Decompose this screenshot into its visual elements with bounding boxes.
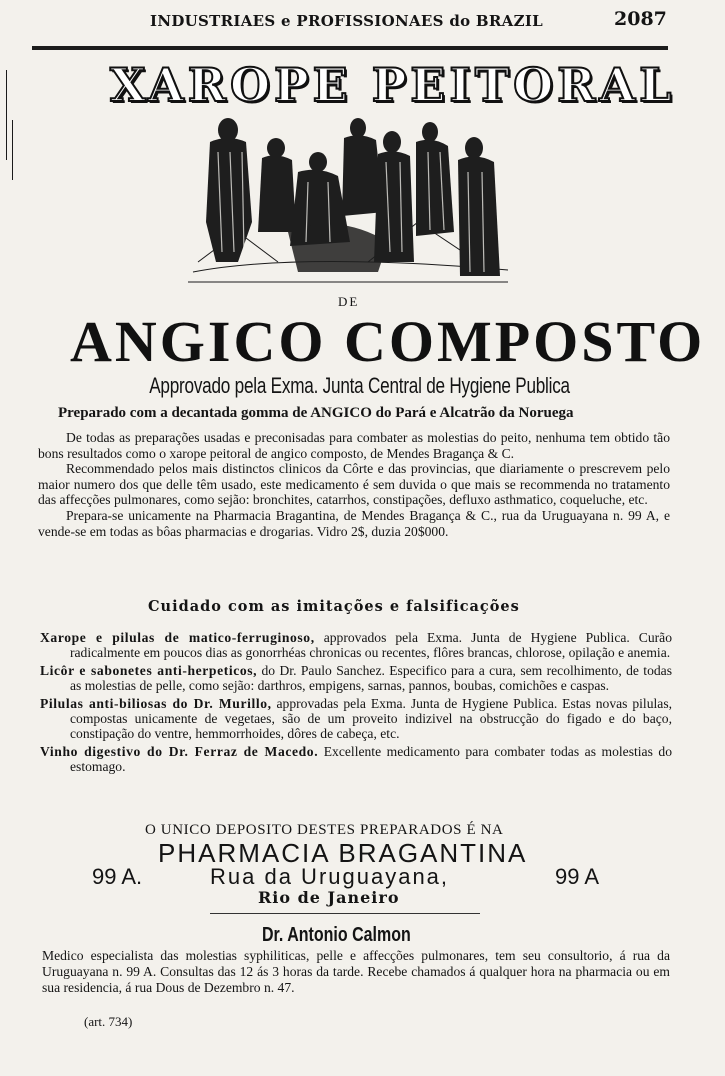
item-text: do Dr. Paulo Sanchez. Especifico para a cura, sem recolhimento, de todas as molestias de pelle, como sejão: darthros, empigens, sarnas, pannos, boubas, comichões e caspas. <box>70 662 672 694</box>
doctor-name: Dr. Antonio Calmon <box>262 924 411 946</box>
doctor-notice-text: Medico especialista das molestias syphiliticas, pelle e affecções pulmonares, tem seu consultorio, á rua da Uruguayana n. 99 A. Consultas das 12 ás 3 horas da tarde. Recebe chamados á qualquer hora na pharmacia ou em sua residencia, á rua Dous de Dezembro n. 47. <box>42 948 670 995</box>
product-name: ANGICO COMPOSTO <box>70 309 706 374</box>
item-text: approvados pela Exma. Junta de Hygiene Publica. Curão radicalmente em poucos dias as gonorrhéas chronicas ou recentes, flôres brancas, chlorose, opilação e anemia. <box>70 630 672 661</box>
scan-edge-mark <box>12 120 13 180</box>
warning-heading: Cuidado com as imitações e falsificações <box>148 598 520 615</box>
approval-line: Approvado pela Exma. Junta Central de Hygiene Publica <box>149 373 570 398</box>
address-number-left: 99 A. <box>92 864 143 889</box>
advert-body <box>38 430 670 539</box>
item-name: Vinho digestivo do Dr. Ferraz de Macedo. <box>40 743 319 759</box>
header-rule <box>32 46 668 50</box>
running-title: INDUSTRIAES e PROFISSIONAES do BRAZIL <box>150 12 544 30</box>
scan-edge-mark <box>6 70 7 160</box>
item-name: Pilulas anti-biliosas do Dr. Murillo, <box>40 695 272 711</box>
page-number: 2087 <box>614 8 667 30</box>
prepared-line: Preparado com a decantada gomma de ANGICO do Pará e Alcatrão da Noruega <box>58 405 574 421</box>
list-item <box>40 696 672 742</box>
section-divider <box>210 913 480 914</box>
item-text: Excellente medicamento para combater todas as molestias do estomago. <box>70 743 673 775</box>
deposit-line: O UNICO DEPOSITO DESTES PREPARADOS É NA <box>145 822 504 838</box>
list-item <box>40 663 672 694</box>
address-street: Rua da Uruguayana, <box>210 864 450 889</box>
item-text: approvadas pela Exma. Junta de Hygiene Publica. Estas novas pilulas, compostas unicamente de vegetaes, são de um proveito indizivel na obstrucção do figado e do baço, constipação do ventre, hemmorrhoides, dôres de cabeça, etc. <box>70 695 673 742</box>
item-name: Xarope e pilulas de matico-ferruginoso, <box>40 630 315 645</box>
advert-title: XAROPE PEITORAL <box>110 58 676 112</box>
connector-word: DE <box>338 294 360 309</box>
item-name: Licôr e sabonetes anti-herpeticos, <box>40 662 258 678</box>
article-reference: (art. 734) <box>84 1014 133 1029</box>
body-paragraph: Prepara-se unicamente na Pharmacia Bragantina, de Mendes Bragança & C., rua da Uruguayana n. 99 A, e vende-se em todas as bôas pharmacias e drogarias. Vidro 2$, duzia 20$000. <box>38 507 670 539</box>
engraving-illustration <box>178 112 518 288</box>
city-name: Rio de Janeiro <box>258 888 400 907</box>
body-paragraph: De todas as preparações usadas e preconisadas para combater as molestias do peito, nenhuma tem obtido tão bons resultados como o xarope peitoral de angico composto, de Mendes Bragança & C. <box>38 430 670 461</box>
body-paragraph: Recommendado pelos mais distinctos clinicos da Côrte e das provincias, que diariamente o prescrevem pelo maior numero dos que delle têm usado, este medicamento é sem duvida o que mais se recommenda no tratamento das affecções pulmonares, como sejão: bronchites, catarrhos, constipações, defluxo asthmatico, coqueluche, etc. <box>38 461 670 508</box>
pharmacy-name: PHARMACIA BRAGANTINA <box>158 838 528 868</box>
product-list <box>40 630 672 777</box>
list-item <box>40 630 672 661</box>
address-number-right: 99 A <box>555 864 600 889</box>
list-item <box>40 744 672 775</box>
